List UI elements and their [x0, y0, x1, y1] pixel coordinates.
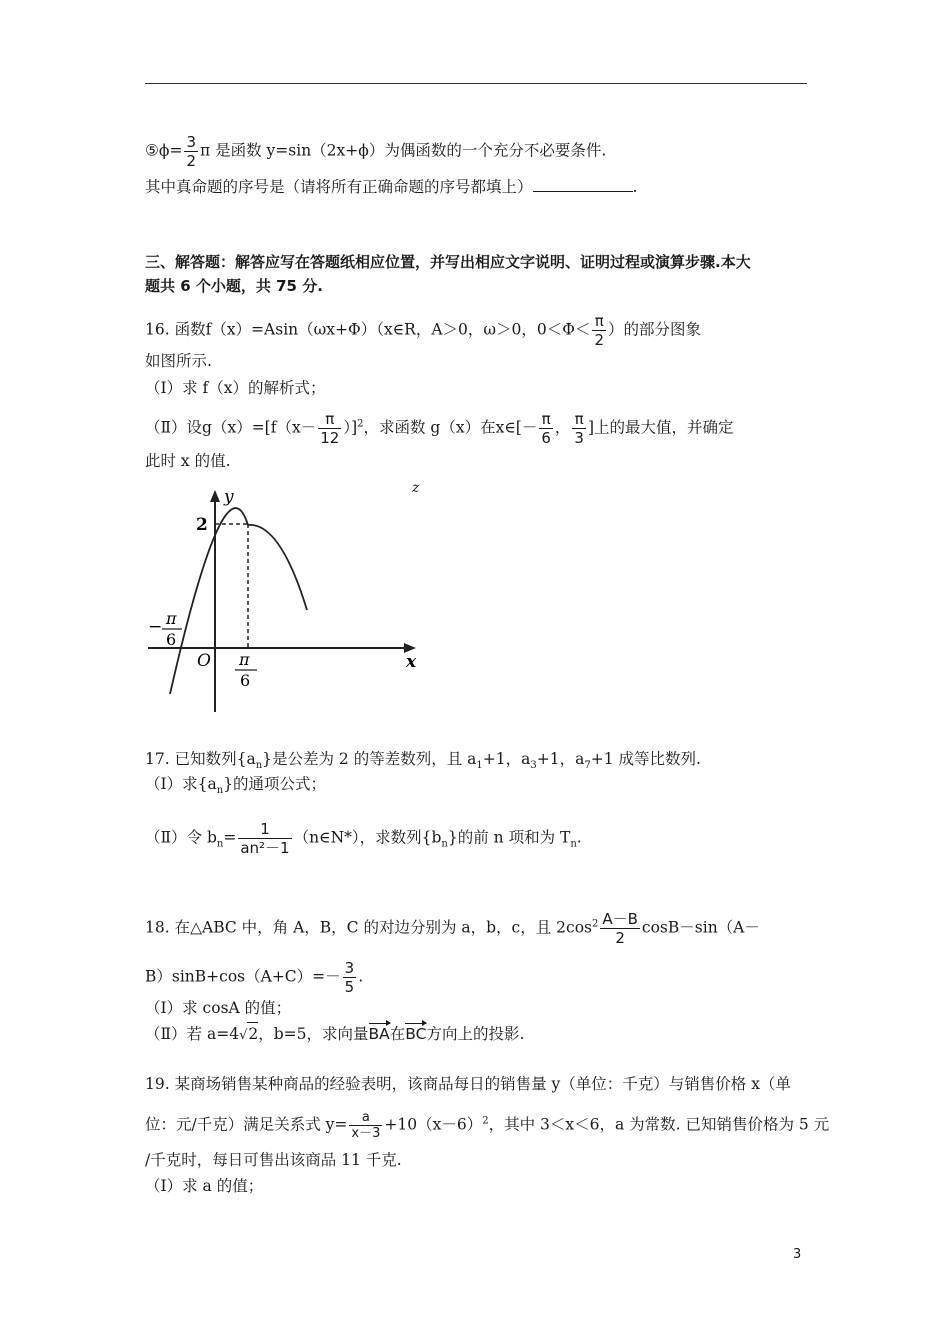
q19-line1: 19. 某商场销售某种商品的经验表明，该商品每日的销售量 y（单位：千克）与销售价格 x（单 [145, 1075, 791, 1093]
origin-label: O [197, 651, 211, 671]
header-rule [145, 83, 807, 84]
fraction-pi-6: $\frac{\pi}{6}$ [541, 410, 551, 447]
neg-tick-num: π [166, 609, 177, 628]
fraction-a-minus-b-over-2: $\frac{A-B}{2}$ [602, 910, 638, 947]
q18-part2: （Ⅱ）若 a=4√2，b=5，求向量BA在BC方向上的投影. [145, 1022, 524, 1047]
page-number: 3 [793, 1247, 802, 1262]
q19-line3: /千克时，每日可售出该商品 11 千克. [145, 1151, 402, 1169]
x-axis-label: x [406, 652, 417, 672]
neg-tick-sign: − [148, 617, 163, 637]
q19-line2: 位：元/千克）满足关系式 y= $\frac{a}{x-3}$ $+10(x-6)^2$，其中 3＜x＜6，a 为常数. 已知销售价格为 5 元 [145, 1110, 830, 1141]
q16-line2: 如图所示. [145, 352, 212, 370]
q17-part2: （Ⅱ）令 $b_n=$ $\frac{1}{\text{an²－1}}$ （n∈N*），求数列$\{b_n\}$的前 n 项和为 $T_n$. [145, 820, 582, 857]
section3-heading-line2: 题共 6 个小题，共 75 分. [145, 277, 323, 295]
q15-item5-prefix: ⑤ϕ= [145, 141, 183, 160]
fraction-pi-2: $\frac{\pi}{2}$ [594, 312, 605, 349]
stray-mark: z [412, 480, 420, 496]
q16-line1: 16. 函数f（x）=Asin（ωx+Φ）（x∈R，A＞0，ω＞0，0＜Φ＜ $\frac{\pi}{2}$ ）的部分图象 [145, 312, 702, 349]
section3-heading-line1: 三、解答题：解答应写在答题纸相应位置，并写出相应文字说明、证明过程或演算步骤.本大 [145, 253, 751, 271]
y-tick-2: 2 [196, 515, 208, 535]
fraction-bn: $\frac{1}{\text{an²－1}}$ [240, 820, 290, 857]
q16-part2: （Ⅱ）设g（x）=[f（x－ $\frac{\pi}{12}$ ）]$^2$，求函数 g（x）在x∈[－ $\frac{\pi}{6}$ ， $\frac{\pi}{3}$ ]上的最大值，并确定 [145, 410, 734, 447]
pos-tick-den: 6 [240, 671, 251, 690]
q15-item5-text: π 是函数 y=sin（2x+ϕ）为偶函数的一个充分不必要条件. [200, 141, 607, 160]
y-axis-label: y [224, 487, 234, 507]
sqrt-2: 2 [247, 1022, 258, 1045]
fraction-pi-3: $\frac{\pi}{3}$ [574, 410, 584, 447]
q17-line1: 17. 已知数列$\{a_n\}$是公差为 2 的等差数列，且 $a_1+1$，$a_3+1$，$a_7+1$ 成等比数列. [145, 750, 701, 772]
q19-part1: （Ⅰ）求 a 的值； [145, 1177, 264, 1195]
q15-answer-text: 其中真命题的序号是（请将所有正确命题的序号都填上） [145, 178, 533, 196]
neg-tick-den: 6 [166, 630, 177, 649]
fraction-3-2: $\frac{3}{2}$ [186, 133, 196, 170]
q18-part1: （Ⅰ）求 cosA 的值； [145, 999, 292, 1017]
fraction-a-over-x-minus-3: $\frac{a}{x-3}$ [351, 1110, 381, 1141]
vector-ba: BA [368, 1025, 390, 1043]
q15-item5 [145, 133, 606, 170]
sine-graph [140, 482, 430, 717]
fraction-3-5: $\frac{3}{5}$ [344, 959, 355, 996]
q16-part1: （Ⅰ）求 f（x）的解析式； [145, 379, 326, 397]
q16-part2-line2: 此时 x 的值. [145, 452, 231, 470]
q18-line2: B）sinB+cos（A+C）=－ $\frac{3}{5}$ . [145, 959, 364, 996]
pos-tick-num: π [239, 650, 250, 669]
fraction-pi-12: $\frac{\pi}{12}$ [320, 410, 340, 447]
answer-blank[interactable] [533, 177, 633, 192]
q18-line1: 18. 在△ABC 中，角 A，B，C 的对边分别为 a，b，c，且 $2\cos^2$ $\frac{A-B}{2}$ cosB－sin（A－ [145, 910, 760, 947]
q17-part1: （Ⅰ）求$\{a_n\}$的通项公式； [145, 775, 327, 797]
q15-answer-line: 其中真命题的序号是（请将所有正确命题的序号都填上） . [145, 178, 638, 196]
vector-bc: BC [405, 1025, 427, 1043]
y-axis-arrow [210, 490, 220, 502]
